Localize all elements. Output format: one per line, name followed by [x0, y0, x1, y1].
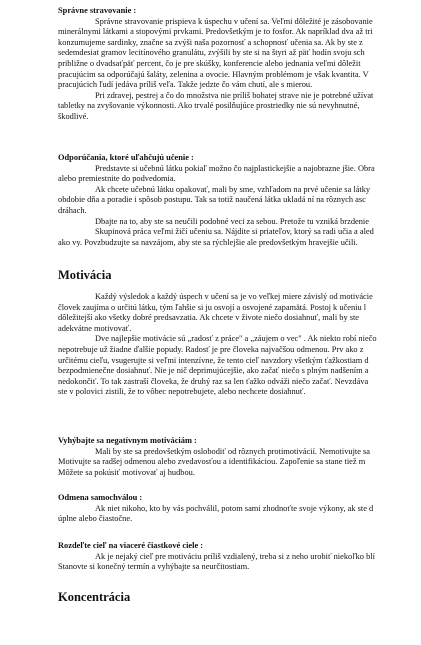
paragraph-line: Ak je nejaký cieľ pre motiváciu príliš vzdialený, treba si z neho urobiť niekoľko blí — [95, 551, 375, 561]
section-koncentracia — [58, 590, 421, 605]
paragraph-line: ste v polovici zistili, že to vôbec nepotrebujete, alebo nechcete dosiahnuť. — [58, 387, 306, 397]
paragraph-line: Pri zdravej, pestrej a čo do množstva nie príliš bohatej strave nie je potrebné užívat — [95, 90, 374, 100]
paragraph-line: Dbajte na to, aby ste sa neučili podobné veci za sebou. Pretože tu vzniká brzdenie — [95, 216, 369, 226]
section-stravovanie — [58, 6, 421, 123]
paragraph-line: alebo premiestnite do podvedomia. — [58, 174, 176, 184]
section-samochvalou — [58, 493, 421, 525]
paragraph-line: škodlivé. — [58, 111, 89, 121]
paragraph-line: pracujúcim sa odporúčajú šaláty, zelenina a ovocie. Hlavným problémom je však kvantita. V — [58, 69, 369, 79]
section-heading: Rozdeľte cieľ na viaceré čiastkové ciele : — [58, 541, 204, 550]
section-odporucania — [58, 153, 421, 248]
paragraph-line: ako vy. Povzbudzujte sa navzájom, aby ste sa rýchlejšie ale predovšetkým hravejšie učili. — [58, 237, 358, 247]
paragraph-line: Správne stravovanie prispieva k úspechu v učení sa. Veľmi dôležité je zásobovanie — [95, 16, 373, 26]
section-heading: Správne stravovanie : — [58, 6, 137, 15]
paragraph-line: sedemdesiat gramov lecitínového granulátu, zvýšili by ste si na štyri až päť hodín svoju sch — [58, 48, 365, 58]
section-heading: Odmena samochválou : — [58, 493, 143, 502]
paragraph-line: Môžete sa pokúsiť motivovať aj hudbou. — [58, 467, 195, 477]
paragraph-line: Každý výsledok a každý úspech v učení sa je vo veľkej miere závislý od motivácie — [95, 292, 373, 301]
paragraph-line: Dve najlepšie motivácie sú „radosť z práce" a „záujem o vec" . Ak niekto robí niečo — [95, 334, 377, 344]
paragraph-line: Predstavte si učebnú látku pokiaľ možno čo najplastickejšie a najobrazne jšie. Obra — [95, 163, 375, 173]
chapter-heading: Motivácia — [58, 268, 112, 282]
paragraph-line: Stanovte si konečný termín a vyhýbajte sa neurčitostiam. — [58, 562, 250, 572]
paragraph-line: približne o dvadsaťpäť percent, čo je pre skúšky, konferencie alebo jednania veľmi dôležit — [58, 58, 361, 68]
paragraph-line: konzumujeme sardinky, značne sa zvýši naša pozornosť a schopnosť učenia sa. Ak by ste z — [58, 37, 363, 47]
paragraph-line: bezpodmienečne dosiahnuť. Nie je nič deprimujúcejšie, ako začať niečo s plným nadšením a — [58, 366, 369, 376]
paragraph-line: úplne alebo čiastočne. — [58, 514, 133, 524]
paragraph-line: človek zaujíma o určitú látku, tým ľahšie si ju osvojí a osvojené zapamätá. Postoj k učeniu l — [58, 302, 367, 312]
paragraph-line: tabletky na zvyšovanie výkonnosti. Ako trvalé posilňujúce prostriedky nie sú nevyhnutné, — [58, 101, 360, 111]
paragraph-line: pracujúcich ľudí jedáva príliš veľa. Takže jedzte čo vám chutí, ale s mierou. — [58, 80, 313, 90]
paragraph-line: obdobie dňa a poradie i spôsob postupu. Tak sa totiž naučená látka ukladá ní na rôznych asc — [58, 195, 366, 205]
section-ciel — [58, 541, 421, 573]
paragraph-line: dráhach. — [58, 205, 87, 215]
paragraph-line: Motivujte sa radšej odmenou alebo zvedavosťou a identifikáciou. Zapoľenie sa stane tiež m — [58, 457, 366, 467]
chapter-heading: Koncentrácia — [58, 590, 131, 604]
paragraph-line: nedokončiť. To tak zastraší človeka, že druhý raz sa len ťažko odváži niečo začať. Nevzdáva — [58, 376, 369, 386]
paragraph-line: Ak niet nikoho, kto by vás pochválil, potom sami zhodnoťte svoje výkony, ak ste d — [95, 503, 374, 513]
paragraph-line: dôležitejší ako všetky dobré predsavzatia. Ak chcete v živote niečo dosiahnuť, mali by ste — [58, 313, 360, 323]
paragraph-line: adekvátne motivovať. — [58, 323, 132, 333]
paragraph-line: nepotrebuje už žiadne ďalšie popudy. Radosť je pre človeka najvačšou odmenou. Prv ako z — [58, 344, 364, 354]
paragraph-line: Mali by ste sa predovšetkým oslobodiť od rôznych protimotivácií. Nemotivujte sa — [95, 446, 371, 456]
section-heading: Odporúčania, ktoré uľahčujú učenie : — [58, 153, 194, 162]
section-motivacia — [58, 268, 421, 398]
paragraph-line: určitému cieľu, vsugerujte si veľmi intenzívne, že tento cieľ navzdory všetkým ťažkostiam d — [58, 355, 369, 365]
section-heading: Vyhýbajte sa negatívnym motiváciám : — [58, 436, 197, 445]
section-negativne — [58, 436, 421, 478]
paragraph-line: minerálnymi látkami a stopovými prvkami. Predovšetkým je to fosfor. Ak napríklad dva až tri — [58, 27, 373, 37]
paragraph-line: Ak chcete učebnú látku opakovať, mali by sme, vzhľadom na prvé učenie sa látky — [95, 184, 371, 194]
paragraph-line: Skupinová práca veľmi žičí učeniu sa. Nájdite si priateľov, ktorý sa radi učia a aled — [95, 227, 374, 237]
